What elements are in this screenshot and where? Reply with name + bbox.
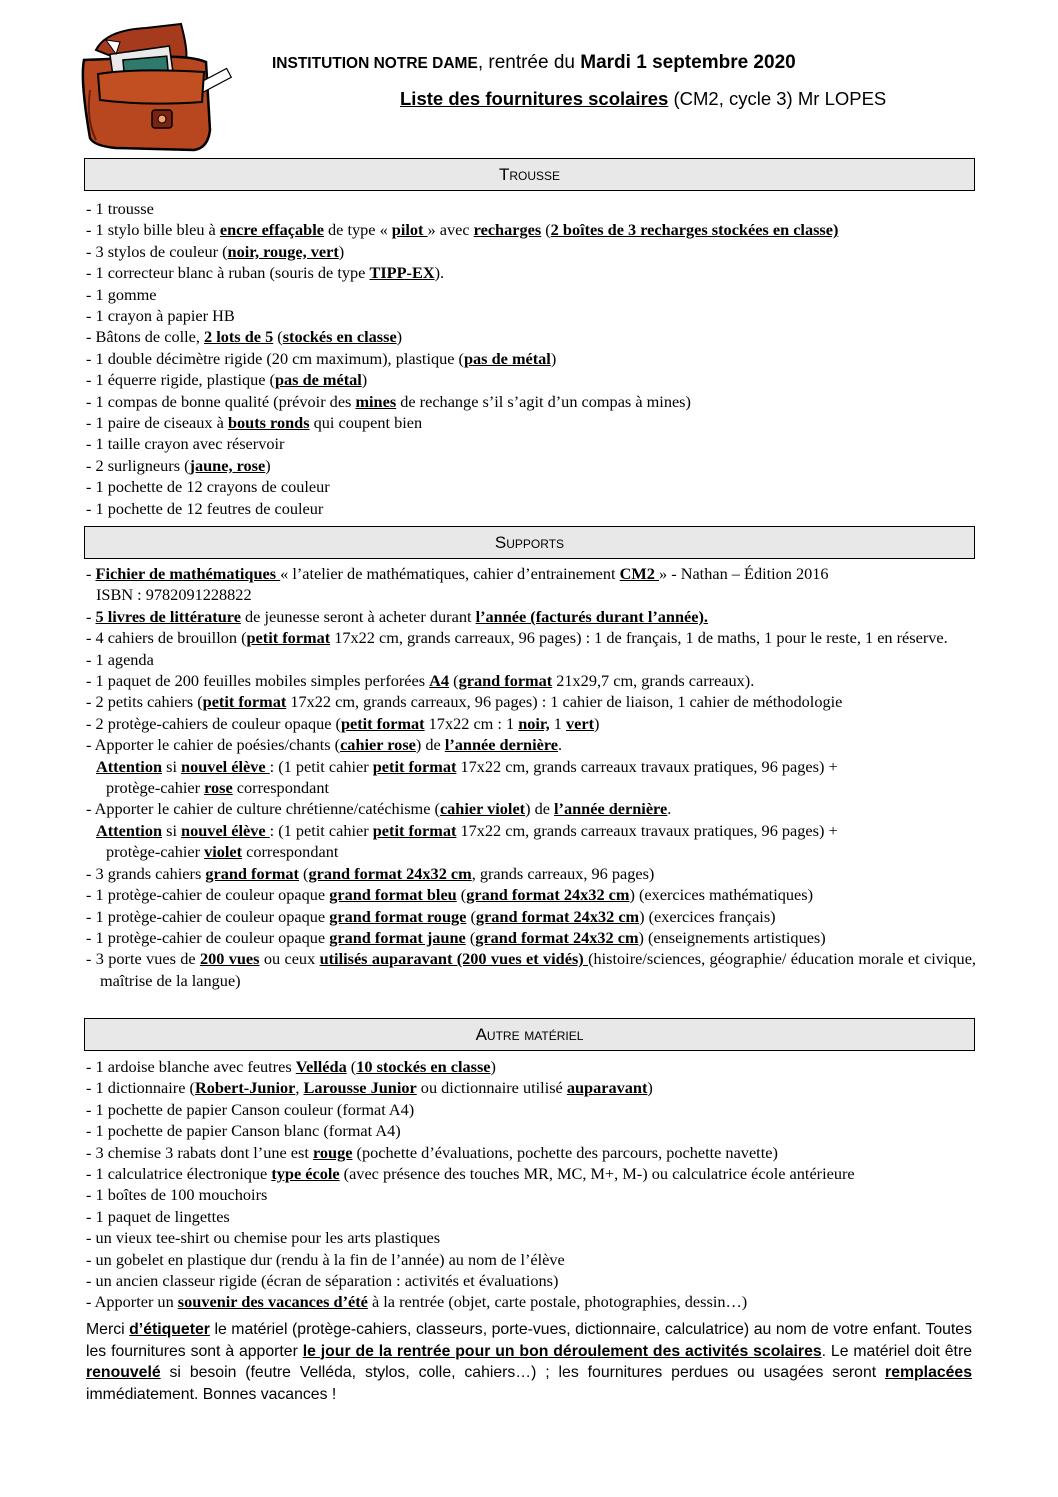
list-item: protège-cahier rose correspondant xyxy=(106,778,330,798)
list-item: - 3 chemise 3 rabats dont l’une est rouge (pochette d’évaluations, pochette des parcours, pochette navette) xyxy=(86,1142,778,1162)
rentree-date: Mardi 1 septembre 2020 xyxy=(580,52,796,73)
list-item: - 1 taille crayon avec réservoir xyxy=(86,434,285,454)
list-item: - 1 protège-cahier de couleur opaque grand format rouge (grand format 24x32 cm) (exercices français) xyxy=(86,906,776,926)
list-title: Liste des fournitures scolaires xyxy=(400,88,669,109)
list-item: ISBN : 9782091228822 xyxy=(96,585,252,605)
list-item: - 1 dictionnaire (Robert-Junior, Larousse Junior ou dictionnaire utilisé auparavant) xyxy=(86,1078,653,1098)
list-item: - 1 équerre rigide, plastique (pas de métal) xyxy=(86,370,368,390)
list-item: - 1 paquet de lingettes xyxy=(86,1206,230,1226)
institution-name: INSTITUTION NOTRE DAME xyxy=(272,55,478,72)
list-item: - 2 surligneurs (jaune, rose) xyxy=(86,455,271,475)
list-item: - un gobelet en plastique dur (rendu à la fin de l’année) au nom de l’élève xyxy=(86,1249,565,1269)
list-item: - 1 pochette de 12 crayons de couleur xyxy=(86,477,330,497)
list-title-line xyxy=(400,88,886,110)
list-class-teacher: (CM2, cycle 3) Mr LOPES xyxy=(668,88,887,109)
school-bag-icon xyxy=(76,20,236,152)
autre-materiel-list xyxy=(86,1056,976,1313)
list-item: - 1 calculatrice électronique type école (avec présence des touches MR, MC, M+, M-) ou calculatrice école antérieure xyxy=(86,1164,855,1184)
list-item: - Fichier de mathématiques « l’atelier de mathématiques, cahier d’entrainement CM2 » - Nathan – Édition 2016 xyxy=(86,564,829,583)
rentree-text: , rentrée du xyxy=(477,52,581,73)
list-item: - 1 ardoise blanche avec feutres Velléda (10 stockés en classe) xyxy=(86,1057,496,1076)
list-item: - 3 grands cahiers grand format (grand format 24x32 cm, grands carreaux, 96 pages) xyxy=(86,863,655,883)
list-item: - 1 pochette de 12 feutres de couleur xyxy=(86,498,324,518)
list-item: protège-cahier violet correspondant xyxy=(106,842,339,862)
list-item: - 1 boîtes de 100 mouchoirs xyxy=(86,1185,268,1205)
trousse-list xyxy=(86,198,976,519)
list-item: - 1 stylo bille bleu à encre effaçable de type « pilot » avec recharges (2 boîtes de 3 recharges stockées en classe) xyxy=(86,220,839,240)
list-item: - 1 pochette de papier Canson blanc (format A4) xyxy=(86,1121,401,1141)
header-line xyxy=(272,52,796,74)
list-item: - 1 trousse xyxy=(86,199,154,218)
list-item: - 1 agenda xyxy=(86,649,154,669)
supports-list xyxy=(86,563,976,991)
list-item: - 1 gomme xyxy=(86,284,157,304)
list-item: - 1 paire de ciseaux à bouts ronds qui coupent bien xyxy=(86,413,423,433)
list-item: - 1 paquet de 200 feuilles mobiles simples perforées A4 (grand format 21x29,7 cm, grands carreaux). xyxy=(86,671,755,691)
section-header-autre-materiel: Autre matériel xyxy=(84,1018,975,1051)
section-header-trousse: Trousse xyxy=(84,158,975,191)
section-header-supports: Supports xyxy=(84,526,975,559)
list-item: Attention si nouvel élève : (1 petit cahier petit format 17x22 cm, grands carreaux travaux pratiques, 96 pages) + xyxy=(96,820,838,840)
list-item: - 4 cahiers de brouillon (petit format 17x22 cm, grands carreaux, 96 pages) : 1 de français, 1 de maths, 1 pour le reste, 1 en réserve. xyxy=(86,628,948,648)
list-item: - 2 protège-cahiers de couleur opaque (petit format 17x22 cm : 1 noir, 1 vert) xyxy=(86,713,600,733)
list-item: - 3 stylos de couleur (noir, rouge, vert) xyxy=(86,241,345,261)
list-item: - un ancien classeur rigide (écran de séparation : activités et évaluations) xyxy=(86,1271,559,1291)
list-item: Attention si nouvel élève : (1 petit cahier petit format 17x22 cm, grands carreaux travaux pratiques, 96 pages) + xyxy=(96,756,838,776)
list-item: - 2 petits cahiers (petit format 17x22 cm, grands carreaux, 96 pages) : 1 cahier de liaison, 1 cahier de méthodologie xyxy=(86,692,843,712)
list-item: - Apporter le cahier de poésies/chants (cahier rose) de l’année dernière. xyxy=(86,735,563,755)
closing-paragraph: Merci d’étiqueter le matériel (protège-cahiers, classeurs, porte-vues, dictionnaire, calculatrice) au nom de votre enfant. Toutes les fournitures sont à apporter le jour de la rentrée pour un bon déroulement des activités scolaires. Le matériel doit être renouvelé si besoin (feutre Velléda, stylos, colle, cahiers…) ; les fournitures perdues ou usagées seront remplacées immédiatement. Bonnes vacances ! xyxy=(86,1321,972,1403)
list-item: - 1 double décimètre rigide (20 cm maximum), plastique (pas de métal) xyxy=(86,348,557,368)
list-item: - 1 correcteur blanc à ruban (souris de type TIPP-EX). xyxy=(86,263,445,283)
list-item: - 1 protège-cahier de couleur opaque grand format jaune (grand format 24x32 cm) (enseignements artistiques) xyxy=(86,927,826,947)
list-item: - 1 compas de bonne qualité (prévoir des mines de rechange s’il s’agit d’un compas à mines) xyxy=(86,391,691,411)
list-item: - 5 livres de littérature de jeunesse seront à acheter durant l’année (facturés durant l’année). xyxy=(86,606,708,626)
list-item: - 1 protège-cahier de couleur opaque grand format bleu (grand format 24x32 cm) (exercices mathématiques) xyxy=(86,885,813,905)
list-item: - Apporter le cahier de culture chrétienne/catéchisme (cahier violet) de l’année dernière. xyxy=(86,799,672,819)
list-item: - 1 crayon à papier HB xyxy=(86,306,235,326)
list-item: - 3 porte vues de 200 vues ou ceux utilisés auparavant (200 vues et vidés) (histoire/sciences, géographie/ éducation morale et civique, maîtrise de la langue) xyxy=(86,949,976,990)
list-item: - 1 pochette de papier Canson couleur (format A4) xyxy=(86,1099,415,1119)
list-item: - un vieux tee-shirt ou chemise pour les arts plastiques xyxy=(86,1228,441,1248)
list-item: - Bâtons de colle, 2 lots de 5 (stockés en classe) xyxy=(86,327,403,347)
list-item: - Apporter un souvenir des vacances d’été à la rentrée (objet, carte postale, photographies, dessin…) xyxy=(86,1292,748,1312)
